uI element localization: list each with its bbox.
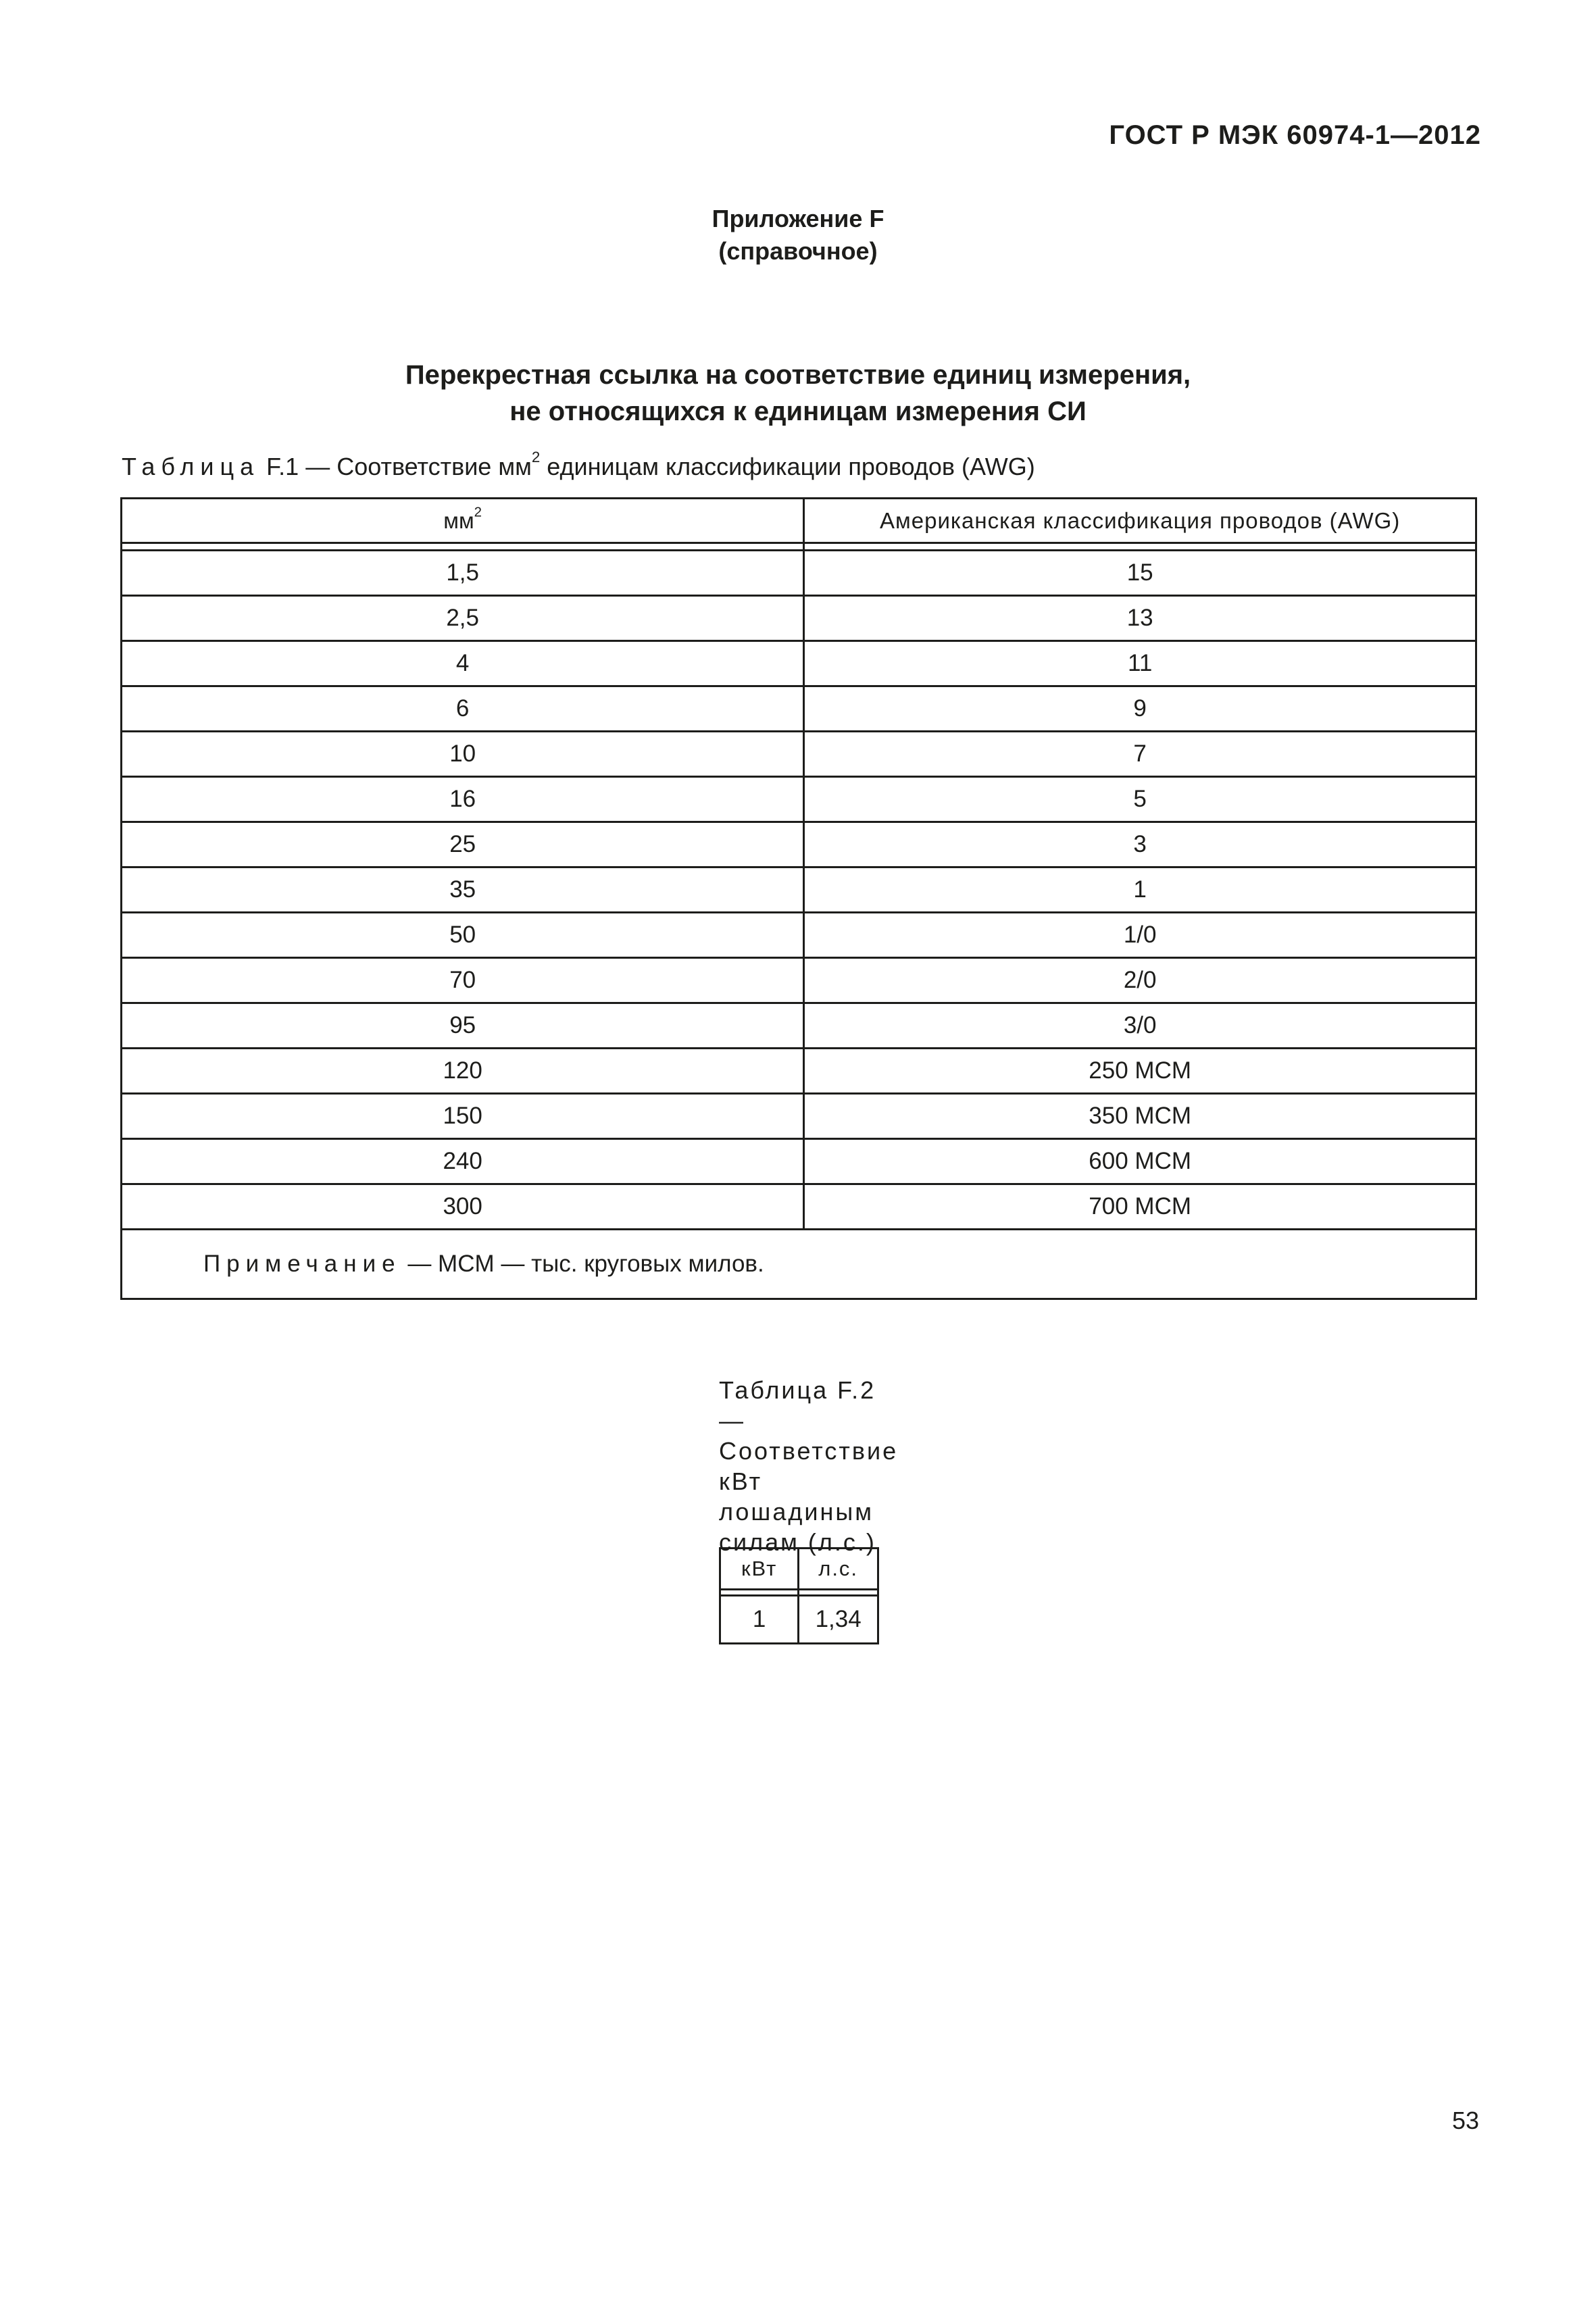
table-f1-header-mm2-superscript: 2 [474, 504, 482, 520]
table-f2-header-hp: л.с. [799, 1549, 878, 1590]
cell-mm2: 95 [122, 1003, 804, 1049]
cell-awg: 3/0 [804, 1003, 1476, 1049]
table-f1-note-label: Примечание [203, 1251, 401, 1277]
table-row [122, 641, 1476, 686]
table-f1-note-text: — MCM — тыс. круговых милов. [401, 1251, 764, 1277]
table-row [122, 958, 1476, 1003]
appendix-title: Приложение F [712, 205, 884, 232]
appendix-heading [0, 203, 1596, 268]
table-f1-caption-text-before: — Соответствие мм [299, 453, 532, 480]
cell-mm2: 240 [122, 1139, 804, 1184]
table-row [122, 732, 1476, 777]
table-row [122, 1094, 1476, 1139]
cell-awg: 11 [804, 641, 1476, 686]
cell-mm2: 1,5 [122, 551, 804, 596]
table-row [122, 551, 1476, 596]
cell-mm2: 6 [122, 686, 804, 732]
cell-awg: 700 MCM [804, 1184, 1476, 1230]
table-f2-header-separator [720, 1590, 878, 1596]
table-row [720, 1596, 878, 1644]
table-f1-note [122, 1230, 1476, 1299]
table-row [122, 777, 1476, 822]
table-f1 [120, 497, 1477, 1300]
table-f1-caption-superscript: 2 [531, 449, 541, 466]
page-title [0, 357, 1596, 430]
table-row [122, 913, 1476, 958]
cell-awg: 3 [804, 822, 1476, 867]
cell-mm2: 25 [122, 822, 804, 867]
document-standard-header: ГОСТ Р МЭК 60974-1—2012 [1109, 120, 1481, 150]
cell-mm2: 300 [122, 1184, 804, 1230]
cell-kw: 1 [720, 1596, 799, 1644]
cell-mm2: 120 [122, 1049, 804, 1094]
table-row [122, 867, 1476, 913]
cell-awg: 250 MCM [804, 1049, 1476, 1094]
cell-awg: 5 [804, 777, 1476, 822]
table-f1-header-mm2-label: мм [443, 507, 474, 533]
cell-mm2: 16 [122, 777, 804, 822]
table-f1-note-row [122, 1230, 1476, 1299]
cell-awg: 7 [804, 732, 1476, 777]
cell-awg: 13 [804, 596, 1476, 641]
table-f1-header-row [122, 499, 1476, 543]
table-row [122, 1003, 1476, 1049]
table-f1-header-separator [122, 543, 1476, 551]
cell-mm2: 10 [122, 732, 804, 777]
cell-awg: 15 [804, 551, 1476, 596]
table-f1-caption-text-after: единицам классификации проводов (AWG) [540, 453, 1035, 480]
table-row [122, 822, 1476, 867]
page-title-line-2: не относящихся к единицам измерения СИ [509, 397, 1087, 426]
cell-hp: 1,34 [799, 1596, 878, 1644]
cell-awg: 600 MCM [804, 1139, 1476, 1184]
page-number: 53 [1451, 2107, 1479, 2134]
cell-awg: 350 MCM [804, 1094, 1476, 1139]
cell-mm2: 35 [122, 867, 804, 913]
table-f2-header-row [720, 1549, 878, 1590]
cell-awg: 1 [804, 867, 1476, 913]
table-f1-header-awg: Американская классификация проводов (AWG) [804, 499, 1476, 543]
cell-mm2: 2,5 [122, 596, 804, 641]
table-f1-caption-number: F.1 [266, 453, 299, 480]
table-row [122, 1184, 1476, 1230]
cell-mm2: 150 [122, 1094, 804, 1139]
table-row [122, 1139, 1476, 1184]
cell-mm2: 50 [122, 913, 804, 958]
appendix-type: (справочное) [718, 237, 878, 265]
table-row [122, 686, 1476, 732]
cell-awg: 2/0 [804, 958, 1476, 1003]
table-row [122, 1049, 1476, 1094]
page-title-line-1: Перекрестная ссылка на соответствие единиц измерения, [405, 360, 1191, 390]
cell-awg: 9 [804, 686, 1476, 732]
table-f2-header-kw: кВт [720, 1549, 799, 1590]
table-row [122, 596, 1476, 641]
table-f1-caption-label: Таблица [122, 453, 260, 480]
table-f2-caption: Таблица F.2 — Соответствие кВт лошадиным силам (л.с.) [719, 1376, 899, 1556]
table-f2 [719, 1547, 879, 1644]
table-f1-caption [122, 449, 1035, 481]
cell-mm2: 4 [122, 641, 804, 686]
cell-mm2: 70 [122, 958, 804, 1003]
table-f1-header-mm2 [122, 499, 804, 543]
cell-awg: 1/0 [804, 913, 1476, 958]
